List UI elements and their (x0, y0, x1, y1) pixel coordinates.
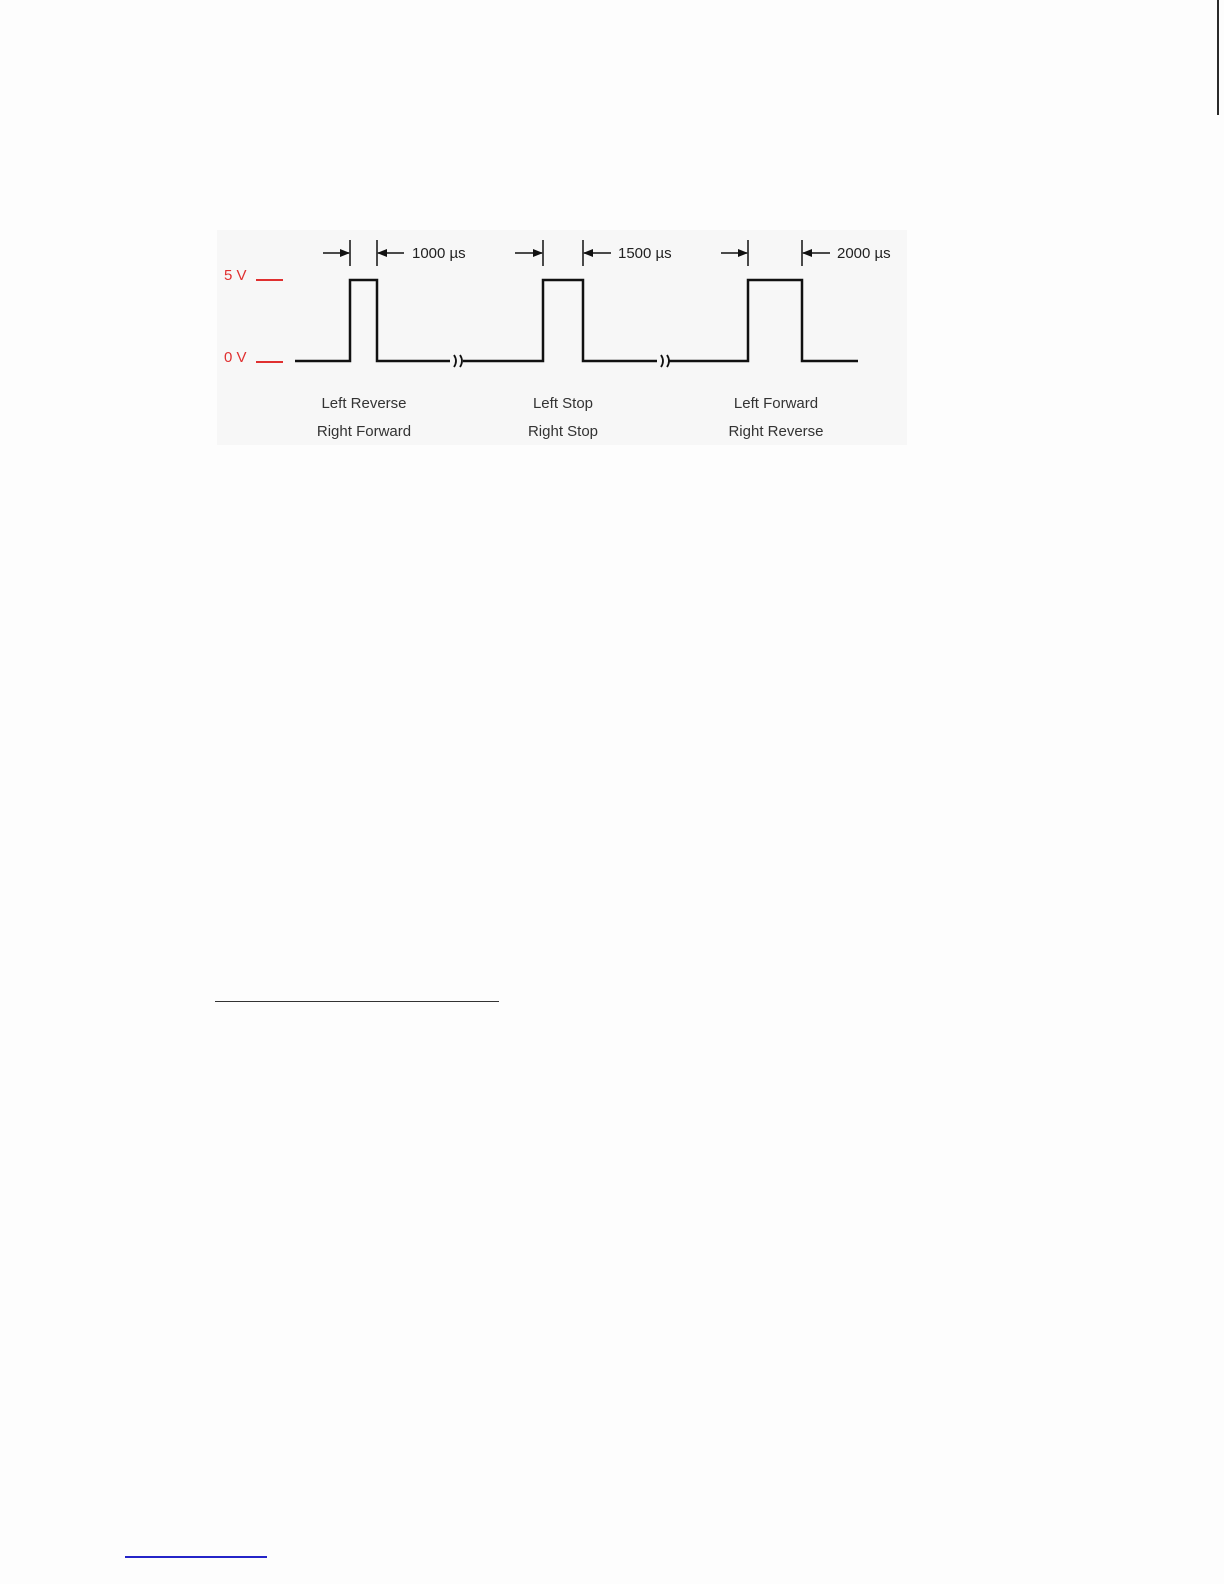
pulse-width-label-1: 1000 µs (412, 245, 466, 262)
break-symbol-2 (661, 355, 669, 367)
pulse-timing-diagram (217, 230, 907, 445)
pulse-state-label-1a: Left Reverse (321, 395, 407, 412)
pulse-width-label-3: 2000 µs (837, 245, 891, 262)
pulse-state-label-1b: Right Forward (316, 423, 412, 440)
pulse-state-label-2a: Left Stop (532, 395, 594, 412)
pulse-width-label-2: 1500 µs (618, 245, 672, 262)
break-symbol-1 (454, 355, 462, 367)
pulse-state-label-3b: Right Reverse (728, 423, 824, 440)
level-label-0v: 0 V (224, 349, 247, 366)
pulse-state-label-3a: Left Forward (733, 395, 819, 412)
link-underline[interactable] (125, 1556, 267, 1558)
signal-segment-1 (295, 280, 450, 361)
pulse-width-dimension-1 (323, 240, 404, 266)
pulse-diagram-svg (217, 230, 907, 445)
signal-segment-3 (669, 280, 858, 361)
footnote-separator (215, 1001, 499, 1002)
page-edge-rule (1217, 0, 1219, 115)
signal-segment-2 (463, 280, 657, 361)
pulse-width-dimension-3 (721, 240, 830, 266)
level-label-5v: 5 V (224, 267, 247, 284)
pulse-width-dimension-2 (515, 240, 611, 266)
pulse-state-label-2b: Right Stop (527, 423, 599, 440)
